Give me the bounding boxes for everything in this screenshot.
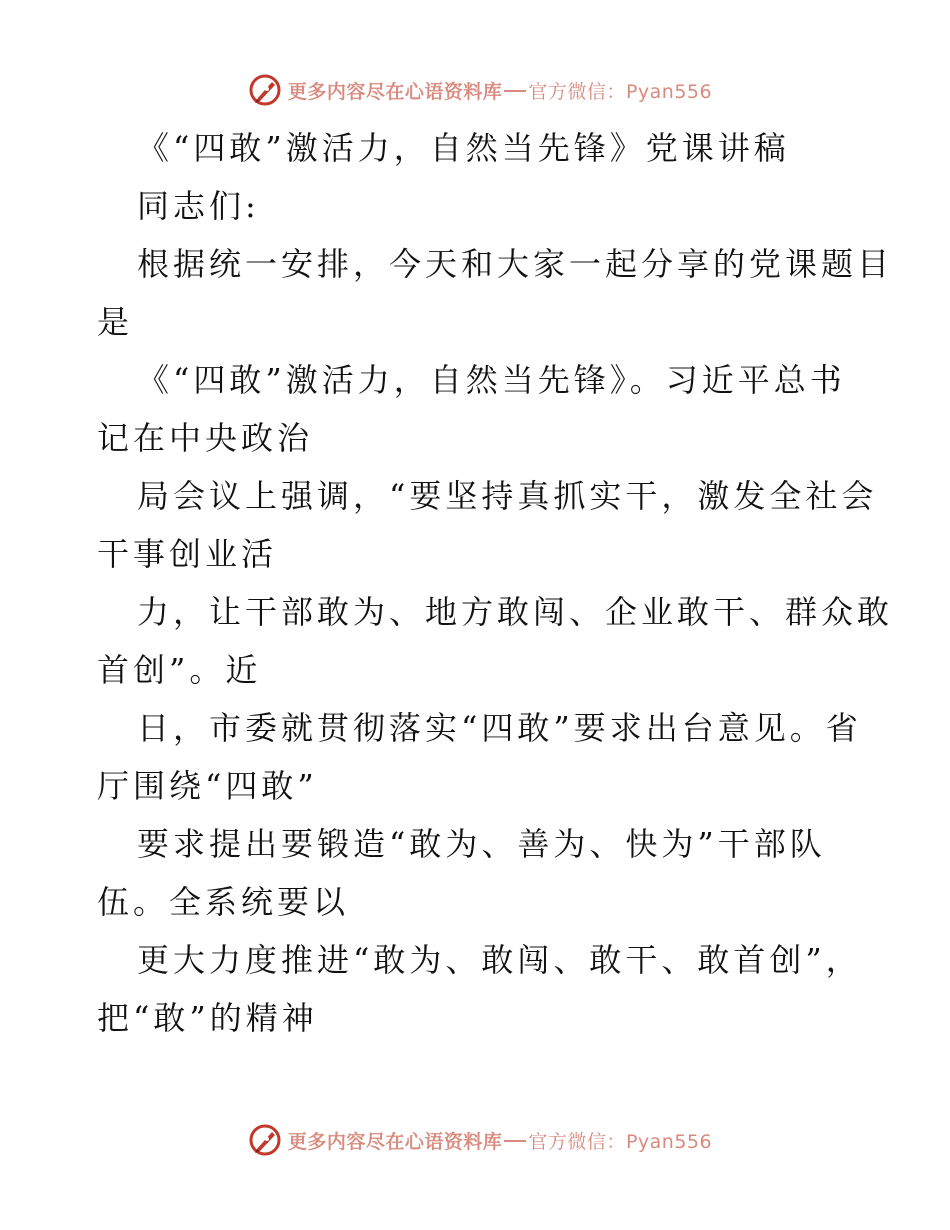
text-line: 更大力度推进“敢为、敢闯、敢干、敢首创”， [137, 941, 862, 979]
document-title: 《“四敢”激活力，自然当先锋》党课讲稿 [137, 129, 790, 167]
text-line: 力，让干部敢为、地方敢闯、企业敢干、群众敢 [137, 593, 894, 631]
footer-watermark [0, 1120, 950, 1160]
text-line: 记在中央政治 [97, 419, 314, 457]
watermark-text: 更多内容尽在心语资料库 官方微信：Pyan556 [287, 1130, 713, 1153]
text-line: 首创”。近 [97, 651, 262, 689]
text-line: 根据统一安排，今天和大家一起分享的党课题目 [137, 245, 894, 283]
header-watermark [0, 70, 950, 110]
text-line: 把“敢”的精神 [97, 999, 318, 1037]
pen-logo-icon [248, 1123, 282, 1157]
text-line: 日，市委就贯彻落实“四敢”要求出台意见。省 [137, 709, 862, 747]
text-line: 要求提出要锻造“敢为、善为、快为”干部队 [137, 825, 826, 863]
text-line: 是 [97, 303, 134, 341]
pen-logo-icon [248, 73, 282, 107]
text-line: 伍。全系统要以 [97, 883, 350, 921]
text-line: 同志们: [137, 187, 260, 225]
text-line: 干事创业活 [97, 535, 278, 573]
text-line: 《“四敢”激活力，自然当先锋》。习近平总书 [137, 361, 846, 399]
text-line: 厅围绕“四敢” [97, 767, 318, 805]
text-line: 局会议上强调，“要坚持真抓实干，激发全社会 [137, 477, 878, 515]
watermark-text: 更多内容尽在心语资料库 官方微信：Pyan556 [287, 80, 713, 103]
